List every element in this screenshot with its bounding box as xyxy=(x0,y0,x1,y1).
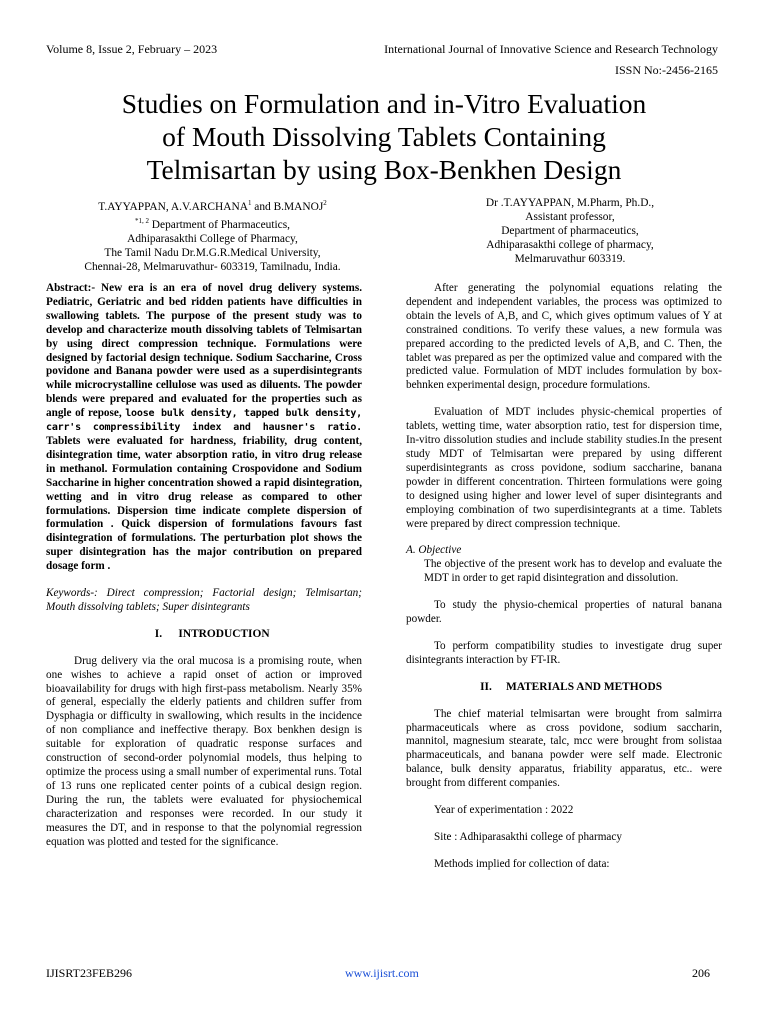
abstract: Abstract:- New era is an era of novel drug delivery systems. Pediatric, Geriatric and bed ridden patients have difficulties in swallowing tablets. The purpose of the present study was to develop and characterize mouth dissolving tablets of Telmisartan by using direct compression technique. Formulations were designed by factorial design technique. Sodium Saccharine, Cross povidone and Banana powder were used as a superdisintegrants while microcrystalline cellulose was used as diluents. The powder blends were prepared and evaluated for the properties such as angle of repose, loose bulk density, tapped bulk density, carr's compressibility index and hausner's ratio. Tablets were evaluated for hardness, friability, drug content, disintegration time, water absorption ratio, in vitro drug release in methanol. Formulation containing Crospovidone and Sodium Saccharine in higher concentration showed a rapid disintegration, wetting and in vitro drug release as compared to other formulations. Dispersion time indicate complete dispersion of formulation . Quick dispersion of formulations favours fast disintegration of formulations. The perturbation plot shows the super disintegration has the major contribution on prepared dosage form . xyxy=(46,282,363,573)
affiliation-address: Chennai-28, Melmaruvathur- 603319, Tamilnadu, India. xyxy=(84,260,341,273)
affiliation-dept: $^{*1, 2}$ Department of Pharmaceutics, xyxy=(134,216,291,231)
objective-text: The objective of the present work has to develop and evaluate the MDT in order to get rapid disintegration and dissolution. xyxy=(424,558,722,585)
author-name: Dr .T.AYYAPPAN, M.Pharm, Ph.D., xyxy=(485,197,655,209)
title-line: Studies on Formulation and in-Vitro Evaluation xyxy=(121,88,647,119)
year-of-experimentation: Year of experimentation : 2022 xyxy=(434,804,574,817)
title-line: Telmisartan by using Box-Benkhen Design xyxy=(146,154,622,185)
site: Site : Adhiparasakthi college of pharmacy xyxy=(434,831,622,843)
section-heading-introduction: I. INTRODUCTION xyxy=(154,627,270,640)
author-names: T.AYYAPPAN, A.V.ARCHANA$^1$ and B.MANOJ$^2$ xyxy=(98,199,327,213)
authors-left xyxy=(40,196,385,274)
authors-right xyxy=(400,196,740,266)
section-heading-materials: II. MATERIALS AND METHODS xyxy=(480,680,663,693)
paper-code: IJISRT23FEB296 xyxy=(46,966,132,980)
paragraph-evaluation: Evaluation of MDT includes physic-chemical properties of tablets, wetting time, water absorption ratio, test for dispersion time, In-vitro dissolution studies and include stability studies.In the present study MDT of Telmisartan were prepared by using different superdisintegrants as cross povidone, sodium saccharine, banana powder in different concentration. Thirteen formulations were going to designed using higher and lower level of super disintegrants and employing combination of two superdisintegrants at a time. Tablets were prepared by direct compression technique. xyxy=(406,406,722,530)
paragraph-banana: To study the physio-chemical properties of natural banana powder. xyxy=(406,599,722,626)
paragraph-optimization: After generating the polynomial equations relating the dependent and independent variables, the process was optimized to obtain the levels of A,B, and C, which gives optimum values of Y at constrained conditions. To verify these values, a new formula was prepared according to the predicted levels of A,B, and C. Then, the tablet was prepared as per the optimized value and compared with the predicted value. Formulation of MDT includes formulation by box-behnken experimental design, procedure formulations. xyxy=(406,282,722,392)
author-dept: Department of pharmaceutics, xyxy=(501,225,639,237)
keywords: Keywords-: Direct compression; Factorial design; Telmisartan; Mouth dissolving tablets; Super disintegrants xyxy=(46,587,362,613)
author-college: Adhiparasakthi college of pharmacy, xyxy=(486,239,654,251)
right-column xyxy=(406,282,722,872)
title-line: of Mouth Dissolving Tablets Containing xyxy=(162,121,606,152)
journal-link[interactable]: www.ijisrt.com xyxy=(345,966,419,980)
author-address: Melmaruvathur 603319. xyxy=(514,253,626,265)
author-position: Assistant professor, xyxy=(525,211,615,223)
introduction-text: Drug delivery via the oral mucosa is a promising route, when one wishes to achieve a rapid onset of action or improved bioavailability for drugs with high first-pass metabolism. Nearly 35% of general, especially the elderly patients and children suffer from Dysphagia or difficulty in swallowing, which results in the incidence of non compliance and ineffective therapy. Box benkhen design is suitable for exploration of quadratic response surfaces and construction of second-order polynomial models, thus helping to optimize the process using a small number of experimental runs. Total of 13 runs one replicated center points of a cubical design region. During the run, the tablets were evaluated for physiochemical characterization and responses were recorded. In our study it measures the DT, and in response to that the polynomial regression equation was plotted and tested for the significance. xyxy=(46,654,362,848)
volume-info: Volume 8, Issue 2, February – 2023 xyxy=(46,42,218,56)
paper-title xyxy=(40,87,728,186)
page-number: 206 xyxy=(692,966,710,980)
affiliation-university: The Tamil Nadu Dr.M.G.R.Medical University, xyxy=(104,246,321,259)
issn: ISSN No:-2456-2165 xyxy=(614,63,718,77)
left-column xyxy=(46,282,362,849)
objective-heading: A. Objective xyxy=(406,544,462,557)
materials-text: The chief material telmisartan were brought from salmirra pharmaceuticals where as cross povidone, sodium saccharin, mannitol, magnesium stearate, talc, mcc were brought from solistaa pharmaceuticals, and banana powder were self made. Electronic balance, bulk density apparatus, friability apparatus, etc.. were brought from different companies. xyxy=(406,707,722,790)
affiliation-college: Adhiparasakthi College of Pharmacy, xyxy=(127,232,298,245)
paragraph-ftir: To perform compatibility studies to investigate drug super disintegrants interaction by FT-IR. xyxy=(406,639,722,666)
methods-line: Methods implied for collection of data: xyxy=(434,857,610,870)
journal-name: International Journal of Innovative Science and Research Technology xyxy=(384,42,718,56)
